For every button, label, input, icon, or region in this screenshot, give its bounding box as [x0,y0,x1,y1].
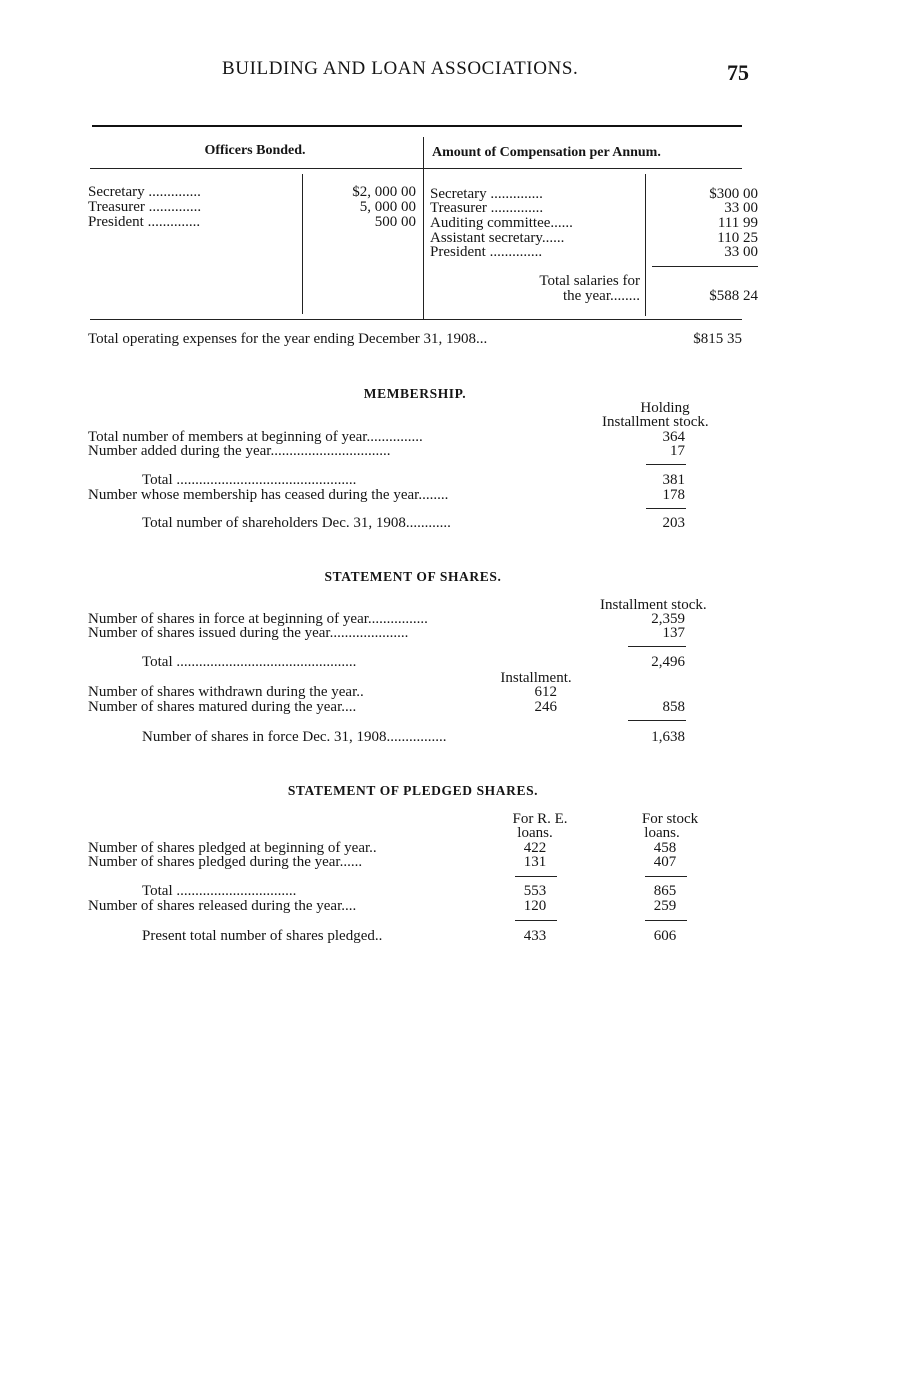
shareholders-total-value: 203 [662,515,685,531]
shares-row-value: 2,359 [651,611,685,627]
pledged-re-value: 422 [523,840,547,856]
pledged-total-label: Total ................................ [142,883,297,899]
pledged-stock-value: 259 [653,898,677,914]
pledged-re-value: 131 [523,854,547,870]
compensation-label: Secretary .............. [430,186,543,202]
shares-total-rule [628,720,686,721]
operating-expenses-amount: $815 35 [693,331,742,347]
operating-expenses-label: Total operating expenses for the year ending December 31, 1908... [88,331,488,347]
membership-row-value: 364 [662,429,685,445]
compensation-amount-divider [645,174,646,316]
pledged-re-value: 433 [523,928,547,944]
membership-column-heading: Holding [640,400,690,416]
pledged-stock-subtotal-rule [645,876,687,877]
membership-row-label: Number added during the year................................ [88,443,391,459]
pledged-row-label: Number of shares pledged during the year...... [88,854,363,870]
pledged-shares-heading: STATEMENT OF PLEDGED SHARES. [287,783,539,798]
compensation-label: Treasurer .............. [430,200,544,216]
pledged-stock-value: 407 [653,854,677,870]
compensation-amount: 33 00 [724,244,758,260]
officer-label: President .............. [88,214,201,230]
shares-row-value: 137 [662,625,685,641]
membership-row-label: Number whose membership has ceased during the year........ [88,487,449,503]
compensation-heading: Amount of Compensation per Annum. [432,145,661,160]
pledged-re-value: 120 [523,898,547,914]
shares-row-label: Number of shares in force at beginning of year................ [88,611,428,627]
pledged-stock-value: 865 [653,883,677,899]
pledged-re-total-rule [515,920,557,921]
officer-label: Secretary .............. [88,184,201,200]
compensation-label: Assistant secretary...... [430,230,565,246]
stock-loans-column-heading-cont: loans. [644,825,680,841]
total-salaries-label-cont: the year........ [562,288,640,304]
shares-column-heading: Installment stock. [600,597,707,613]
officer-bond-amount: 5, 000 00 [359,199,416,215]
shares-total-label: Total ................................................ [142,654,357,670]
shares-removed-total-value: 858 [662,699,685,715]
table-header-rule [90,168,742,169]
compensation-label: Auditing committee...... [430,215,573,231]
membership-row-value: 178 [662,487,685,503]
shares-row-label: Number of shares issued during the year..................... [88,625,409,641]
pledged-present-total-label: Present total number of shares pledged.. [142,928,383,944]
pledged-row-label: Number of shares pledged at beginning of year.. [88,840,377,856]
shares-in-force-label: Number of shares in force Dec. 31, 1908................ [142,729,447,745]
pledged-row-label: Number of shares released during the year.... [88,898,357,914]
officers-bonded-heading: Officers Bonded. [204,143,306,158]
shares-sub-column-heading: Installment. [500,670,572,686]
pledged-stock-value: 606 [653,928,677,944]
compensation-amount: 111 99 [717,215,758,231]
re-loans-column-heading: For R. E. [512,811,568,827]
compensation-label: President .............. [430,244,543,260]
shares-in-force-value: 1,638 [651,729,685,745]
page-number: 75 [727,60,749,85]
officer-bond-amount: $2, 000 00 [352,184,416,200]
pledged-stock-value: 458 [653,840,677,856]
membership-row-value: 17 [670,443,685,459]
table-top-rule [92,125,742,127]
membership-subtotal-rule [646,464,686,465]
re-loans-column-heading-cont: loans. [517,825,553,841]
running-title: BUILDING AND LOAN ASSOCIATIONS. [222,58,579,79]
membership-total-rule [646,508,686,509]
membership-column-heading-cont: Installment stock. [602,414,709,430]
shares-subtotal-rule [628,646,686,647]
salaries-total-rule [652,266,758,267]
pledged-stock-total-rule [645,920,687,921]
membership-row-label: Total number of members at beginning of year............... [88,429,423,445]
pledged-re-subtotal-rule [515,876,557,877]
shares-total-value: 2,496 [651,654,685,670]
officers-amount-divider [302,174,303,314]
membership-total-value: 381 [662,472,685,488]
shares-heading: STATEMENT OF SHARES. [324,569,502,584]
shares-row-label: Number of shares withdrawn during the year.. [88,684,364,700]
compensation-amount: 33 00 [724,200,758,216]
membership-total-label: Total ................................................ [142,472,357,488]
table-center-divider [423,137,424,320]
compensation-amount: $300 00 [709,186,758,202]
shareholders-total-label: Total number of shareholders Dec. 31, 1908............ [142,515,451,531]
shares-matured-value: 246 [534,699,557,715]
total-salaries-label: Total salaries for [539,273,640,289]
stock-loans-column-heading: For stock [641,811,699,827]
total-salaries-amount: $588 24 [709,288,758,304]
membership-heading: MEMBERSHIP. [363,386,467,401]
officer-label: Treasurer .............. [88,199,202,215]
compensation-amount: 110 25 [717,230,758,246]
table-bottom-rule [90,319,742,320]
pledged-re-value: 553 [523,883,547,899]
shares-row-label: Number of shares matured during the year.... [88,699,357,715]
shares-withdrawn-value: 612 [534,684,557,700]
officer-bond-amount: 500 00 [374,214,416,230]
